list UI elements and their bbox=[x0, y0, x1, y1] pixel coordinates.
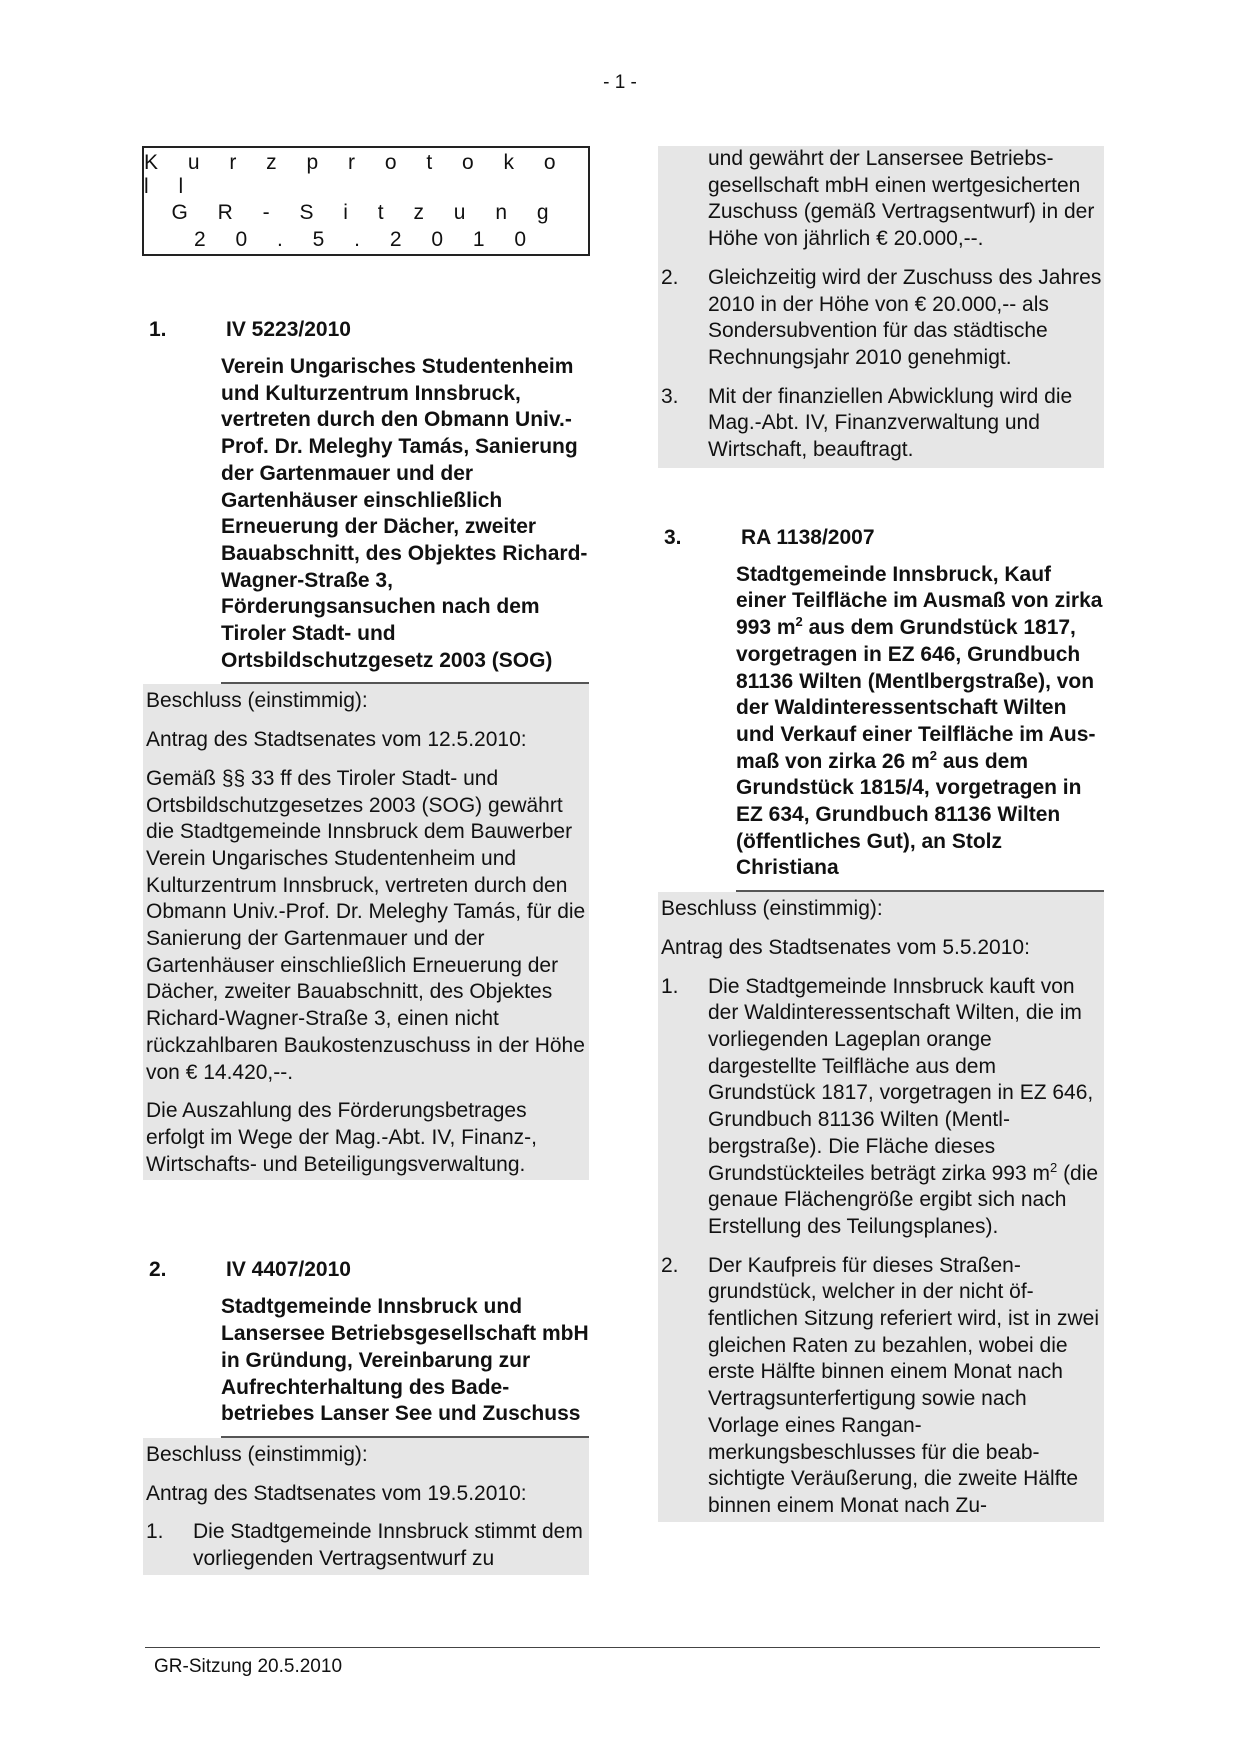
page-number: - 1 - bbox=[603, 72, 637, 93]
item-3-heading bbox=[658, 524, 1104, 552]
title-line-1: K u r z p r o t o k o l l bbox=[144, 150, 568, 198]
item-1-motion: Antrag des Stadtsenates vom 12.5.2010: bbox=[146, 728, 527, 752]
item-2-point-3-text: Mit der finanziellen Abwicklung wird die Mag.-Abt. IV, Finanzverwaltung und Wirtschaft, beauftragt. bbox=[708, 384, 1073, 462]
item-1-number: 1. bbox=[149, 318, 167, 341]
title-line-3: 2 0 . 5 . 2 0 1 0 bbox=[193, 227, 539, 251]
item-2-point-1-number: 1. bbox=[146, 1520, 164, 1544]
item-1-paragraph-1: Gemäß §§ 33 ff des Tiroler Stadt- und Ortsbildschutzgesetzes 2003 (SOG) gewährt die Stadtgemeinde Innsbruck dem Bauwerber Verein Ungarisches Studentenheim und Kulturzentrum Innsbruck, vertreten durch den Obmann Univ.-Prof. Dr. Meleghy Tamás, für die Sanierung der Gartenmauer und der Gartenhäuser einschließlich Erneuerung der Dächer, zweiter Bauabschnitt, des Objektes Richard-Wagner-Straße 3, einen nicht rückzahlbaren Baukostenzuschuss in der Höhe von € 14.420,--. bbox=[146, 766, 586, 1084]
item-2-resolution-block bbox=[143, 1438, 589, 1575]
item-2-resolution-continued bbox=[658, 146, 1104, 468]
item-3-point-1 bbox=[661, 974, 1102, 1241]
item-3-resolution: Beschluss (einstimmig): bbox=[661, 897, 883, 921]
item-2-resolution: Beschluss (einstimmig): bbox=[146, 1442, 368, 1466]
item-2-point-2-text: Gleichzeitig wird der Zuschuss des Jahres 2010 in der Höhe von € 20.000,-- als Sondersubvention für das städtische Rechnungsjahr 2010 genehmigt. bbox=[708, 265, 1102, 369]
item-2-heading bbox=[143, 1256, 589, 1284]
item-2-point-1-text: Die Stadtgemeinde Innsbruck stimmt dem vorliegenden Vertragsentwurf zu bbox=[193, 1520, 583, 1571]
footer-text: GR-Sitzung 20.5.2010 bbox=[154, 1656, 343, 1677]
item-2-reference: IV 4407/2010 bbox=[226, 1258, 351, 1282]
item-2-motion: Antrag des Stadtsenates vom 19.5.2010: bbox=[146, 1481, 527, 1505]
item-2-point-3 bbox=[661, 384, 1102, 464]
item-2-point-1-continued: und gewährt der Lansersee Betriebsgesellschaft mbH einen wertgesicherten Zuschuss (gemäß Vertragsentwurf) in der Höhe von jährlich € 20.000,--. bbox=[708, 147, 1095, 251]
item-2-point-1 bbox=[146, 1519, 587, 1572]
item-1-reference: IV 5223/2010 bbox=[226, 318, 351, 341]
item-2-title: Stadtgemeinde Innsbruck und Lansersee Betriebsgesellschaft mbH in Gründung, Vereinbarung zur Aufrechterhaltung des Badebetriebes Lanser See und Zuschuss bbox=[221, 1294, 589, 1438]
item-3-motion: Antrag des Stadtsenates vom 5.5.2010: bbox=[661, 935, 1030, 959]
item-2-point-3-number: 3. bbox=[661, 384, 679, 408]
item-3-point-2-text: Der Kaufpreis für dieses Straßengrundstück, welcher in der nicht öffentlichen Sitzung referiert wird, ist in zwei gleichen Raten zu bezahlen, wobei die erste Hälfte binnen einem Monat nach Vertragsunterfertigung sowie nach Vorlage eines Ranganmerkungsbeschlusses für die beabsichtigte Veräußerung, die zweite Hälfte binnen einem Monat nach Zu- bbox=[708, 1253, 1099, 1517]
page-footer bbox=[145, 1647, 1100, 1678]
item-2-number: 2. bbox=[149, 1258, 167, 1282]
item-3-reference: RA 1138/2007 bbox=[741, 525, 875, 549]
title-line-2: G R - S i t z u n g bbox=[171, 201, 561, 224]
item-3-number: 3. bbox=[664, 525, 682, 549]
item-1-resolution: Beschluss (einstimmig): bbox=[146, 689, 368, 713]
item-3-point-2-number: 2. bbox=[661, 1253, 679, 1277]
item-1-heading bbox=[143, 316, 589, 344]
left-column bbox=[143, 146, 589, 1575]
item-3-title: Stadtgemeinde Innsbruck, Kauf einer Teilfläche im Ausmaß von zirka 993 $m^2$ aus dem Grundstück 1817, vorgetragen in EZ 646, Grundbuch 81136 Wilten (Mentlbergstraße), von der Waldinteressentschaft Wilten und Verkauf einer Teilfläche im Ausmaß von zirka 26 $m^2$ aus dem Grundstück 1815/4, vorgetragen in EZ 634, Grundbuch 81136 Wilten (öffentliches Gut), an Stolz Christiana bbox=[736, 562, 1104, 892]
item-2-point-2-number: 2. bbox=[661, 265, 679, 289]
item-3-point-1-text: Die Stadtgemeinde Innsbruck kauft von der Waldinteressentschaft Wilten, die im vorliegenden Lageplan orange dargestellte Teilfläche aus dem Grundstück 1817, vorgetragen in EZ 646, Grundbuch 81136 Wilten (Mentlbergstraße). Die Fläche dieses Grundstückteiles beträgt zirka 993 $m^2$ (die genaue Flächengröße ergibt sich nach Erstellung des Teilungsplanes). bbox=[708, 974, 1099, 1238]
item-2-point-2 bbox=[661, 265, 1102, 372]
title-box bbox=[142, 146, 590, 256]
item-3-point-1-number: 1. bbox=[661, 974, 679, 998]
item-3-point-2 bbox=[661, 1253, 1102, 1520]
item-1-title: Verein Ungarisches Studentenheim und Kulturzentrum Innsbruck, vertreten durch den Obmann Univ.-Prof. Dr. Meleghy Tamás, Sanierung der Gartenmauer und der Gartenhäuser einschließlich Erneuerung der Dächer, zweiter Bauabschnitt, des Objektes Richard-Wagner-Straße 3, Förderungsansuchen nach dem Tiroler Stadt- und Ortsbildschutzgesetz 2003 (SOG) bbox=[221, 354, 589, 684]
item-3-resolution-block bbox=[658, 892, 1104, 1521]
item-1-resolution-block bbox=[143, 684, 589, 1180]
right-column bbox=[658, 146, 1104, 1522]
item-1-paragraph-2: Die Auszahlung des Förderungsbetrages erfolgt im Wege der Mag.-Abt. IV, Finanz-, Wirtschafts- und Beteiligungsverwaltung. bbox=[146, 1099, 538, 1176]
